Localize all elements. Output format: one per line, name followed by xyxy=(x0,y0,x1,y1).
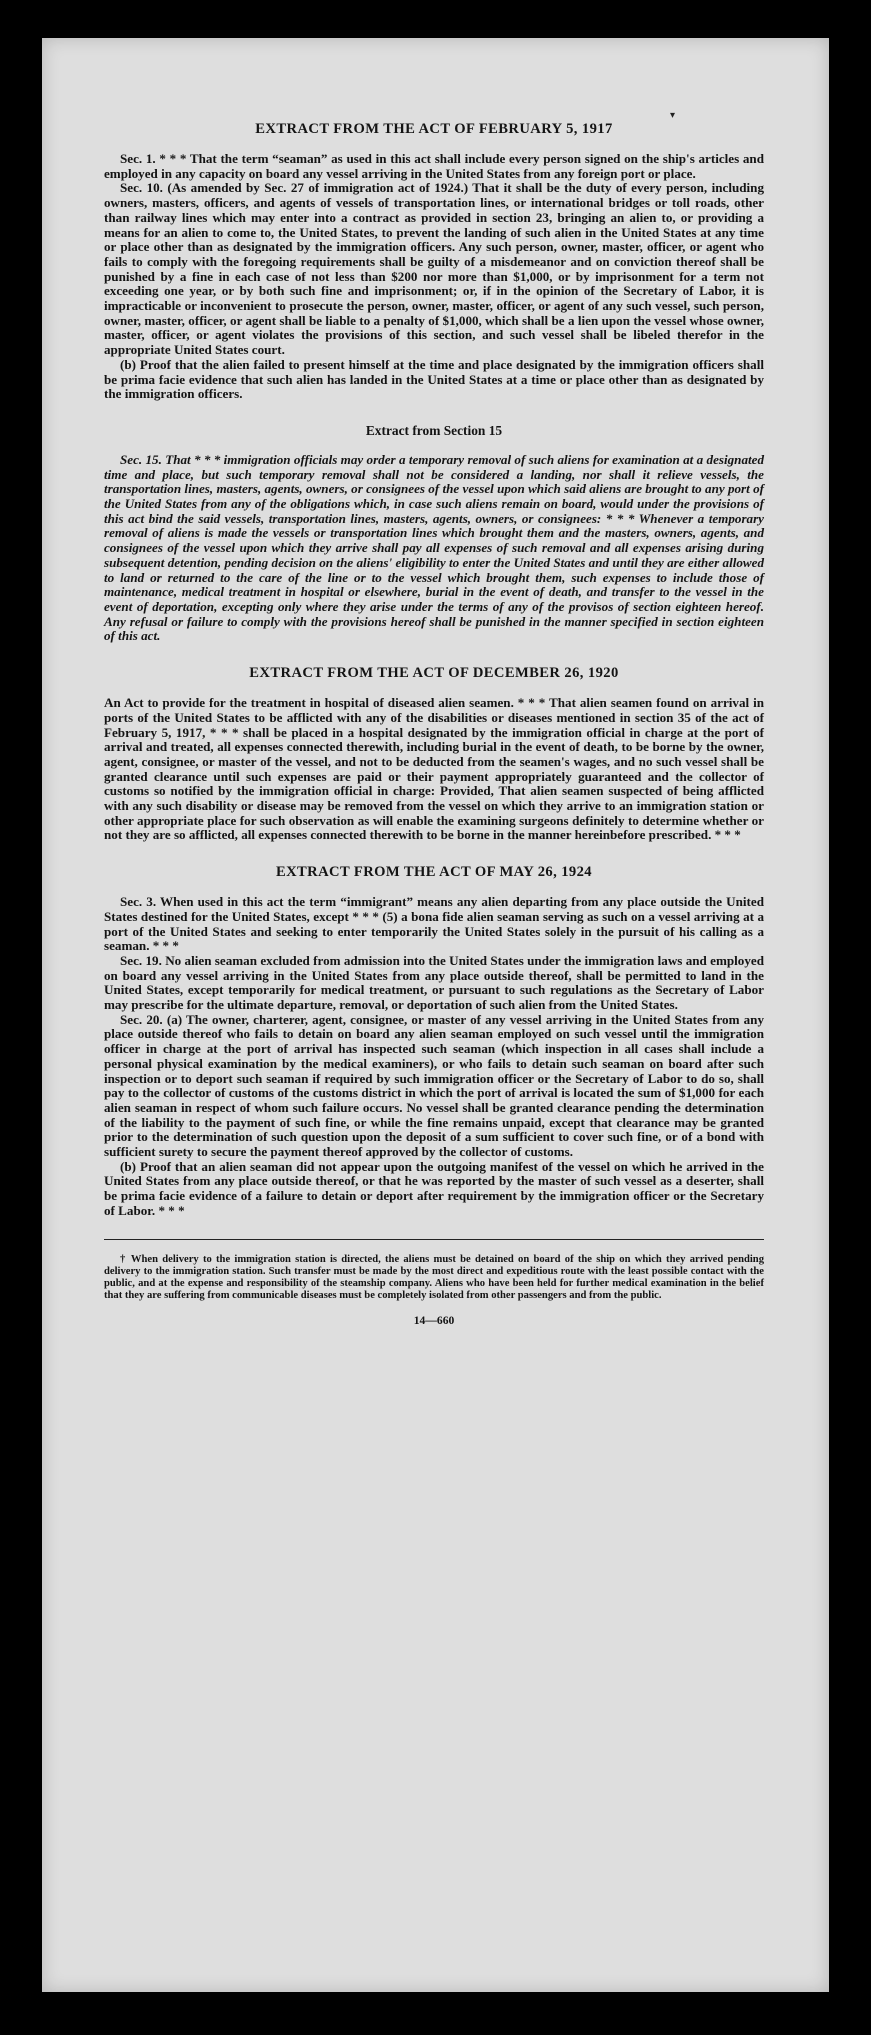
paragraph: (b) Proof that the alien failed to present himself at the time and place designated by the immigration officers shall be prima facie evidence that such alien has landed in the United States at a time or place other than as designated by the immigration officers. xyxy=(104,356,764,402)
footnote-divider xyxy=(104,1239,764,1240)
section-act-may-1924 xyxy=(104,863,764,1218)
section-subheading: Extract from Section 15 xyxy=(365,422,503,438)
section-act-feb-1917 xyxy=(104,120,764,402)
paragraph: An Act to provide for the treatment in hospital of diseased alien seamen. * * * That alien seamen found on arrival in ports of the United States to be afflicted with any of the disabilities or diseases mentioned in section 35 of the act of February 5, 1917, * * * shall be placed in a hospital designated by the immigration official in charge at the port of arrival and treated, all expenses connected therewith, including burial in the event of death, to be borne by the owner, agent, consignee, or master of the vessel, and not to be deducted from the seamen's wages, and no such vessel shall be granted clearance until such expenses are paid or their payment appropriately guaranteed and the collector of customs so notified by the immigration official in charge: Provided, That alien seamen suspected of being afflicted with any such disability or disease may be removed from the vessel on which they arrive to an immigration station or other appropriate place for such observation as will enable the examining surgeons definitely to determine whether or not they are so afflicted, all expenses connected therewith to be borne in the manner hereinbefore prescribed. * * * xyxy=(104,695,764,843)
section-extract-section-15 xyxy=(104,422,764,644)
paragraph: Sec. 10. (As amended by Sec. 27 of immigration act of 1924.) That it shall be the duty of every person, including owners, masters, officers, and agents of vessels of transportation lines, or international bridges or toll roads, other than railway lines which may enter into a contract as provided in section 23, bringing an alien to, or providing a means for an alien to come to, the United States, to prevent the landing of such alien in the United States at any time or place other than as designated by the immigration officers. Any such person, owner, master, officer, or agent who fails to comply with the foregoing requirements shall be guilty of a misdemeanor and on conviction thereof shall be punished by a fine in each case of not less than $200 nor more than $1,000, or by imprisonment for a term not exceeding one year, or by both such fine and imprisonment; or, if in the opinion of the Secretary of Labor, it is impracticable or inconvenient to prosecute the person, owner, master, officer, or agent of any such vessel, such person, owner, master, officer, or agent shall be liable to a penalty of $1,000, which shall be a lien upon the vessel whose owner, master, officer, or agent violates the provisions of this section, and such vessel shall be libeled therefor in the appropriate United States court. xyxy=(104,180,764,358)
section-heading: EXTRACT FROM THE ACT OF MAY 26, 1924 xyxy=(275,864,593,881)
document-page xyxy=(42,38,829,1992)
page-mark: ▾ xyxy=(670,110,676,121)
page-number: 14—660 xyxy=(413,1314,455,1328)
paragraph: Sec. 3. When used in this act the term “immigrant” means any alien departing from any place outside the United States destined for the United States, except * * * (5) a bona fide alien seaman serving as such on a vessel arriving at a port of the United States and seeking to enter temporarily the United States solely in the pursuit of his calling as a seaman. * * * xyxy=(104,894,764,954)
document-body xyxy=(104,120,764,1329)
section-heading: EXTRACT FROM THE ACT OF FEBRUARY 5, 1917 xyxy=(255,121,613,137)
paragraph: Sec. 1. * * * That the term “seaman” as used in this act shall include every person signed on the ship's articles and employed in any capacity on board any vessel arriving in the United States from any foreign port or place. xyxy=(104,151,764,181)
paragraph: Sec. 15. That * * * immigration officials may order a temporary removal of such aliens for examination at a designated time and place, but such temporary removal shall not be considered a landing, nor shall it relieve vessels, the transportation lines, masters, agents, owners, or consignees of the vessel upon which said aliens are brought to any port of the United States from any of the obligations which, in case such aliens remain on board, would under the provisions of this act bind the said vessels, transportation lines, masters, agents, owners, or consignees: * * * Whenever a temporary removal of aliens is made the vessels or transportation lines which brought them and the masters, owners, agents, and consignees of the vessel upon which they arrive shall pay all expenses of such removal and all expenses arising during subsequent detention, pending decision on the aliens' eligibility to enter the United States and until they are either allowed to land or returned to the care of the line or to the vessel which brought them, such expenses to include those of maintenance, medical treatment in hospital or elsewhere, burial in the event of death, and transfer to the vessel in the event of deportation, excepting only where they arise under the terms of any of the provisos of section eighteen hereof. Any refusal or failure to comply with the provisions hereof shall be punished in the manner specified in section eighteen of this act. xyxy=(104,451,764,644)
footnote: † When delivery to the immigration station is directed, the aliens must be detained on board of the ship on which they arrived pending delivery to the immigration station. Such transfer must be made by the most direct and expeditious route with the least possible contact with the public, and at the expense and responsibility of the steamship company. Aliens who have been held for further medical examination in the belief that they are suffering from communicable diseases must be completely isolated from other passengers and from the public. xyxy=(104,1253,764,1302)
section-act-dec-1920 xyxy=(104,664,764,843)
paragraph: (b) Proof that an alien seaman did not appear upon the outgoing manifest of the vessel on which he arrived in the United States from any place outside thereof, or that he was reported by the master of such vessel as a deserter, shall be prima facie evidence of a failure to detain or deport after requirement by the immigration officer or the Secretary of Labor. * * * xyxy=(104,1158,764,1218)
paragraph: Sec. 19. No alien seaman excluded from admission into the United States under the immigration laws and employed on board any vessel arriving in the United States from any place outside thereof, shall be permitted to land in the United States, except temporarily for medical treatment, or pursuant to such regulations as the Secretary of Labor may prescribe for the ultimate departure, removal, or deportation of such alien from the United States. xyxy=(104,952,764,1013)
paragraph: Sec. 20. (a) The owner, charterer, agent, consignee, or master of any vessel arriving in the United States from any place outside thereof who fails to detain on board any alien seaman employed on such vessel until the immigration officer in charge at the port of arrival has inspected such seaman (which inspection in all cases shall include a personal physical examination by the medical examiners), or who fails to detain such seaman on board after such inspection or to deport such seaman if required by such immigration officer or the Secretary of Labor to do so, shall pay to the collector of customs of the customs district in which the port of arrival is located the sum of $1,000 for each alien seaman in respect of whom such failure occurs. No vessel shall be granted clearance pending the determination of the liability to the payment of such fine, or while the fine remains unpaid, except that clearance may be granted prior to the determination of such question upon the deposit of a sum sufficient to cover such fine, or of a bond with sufficient surety to secure the payment thereof approved by the collector of customs. xyxy=(104,1011,764,1160)
section-heading: EXTRACT FROM THE ACT OF DECEMBER 26, 1920 xyxy=(249,665,619,682)
